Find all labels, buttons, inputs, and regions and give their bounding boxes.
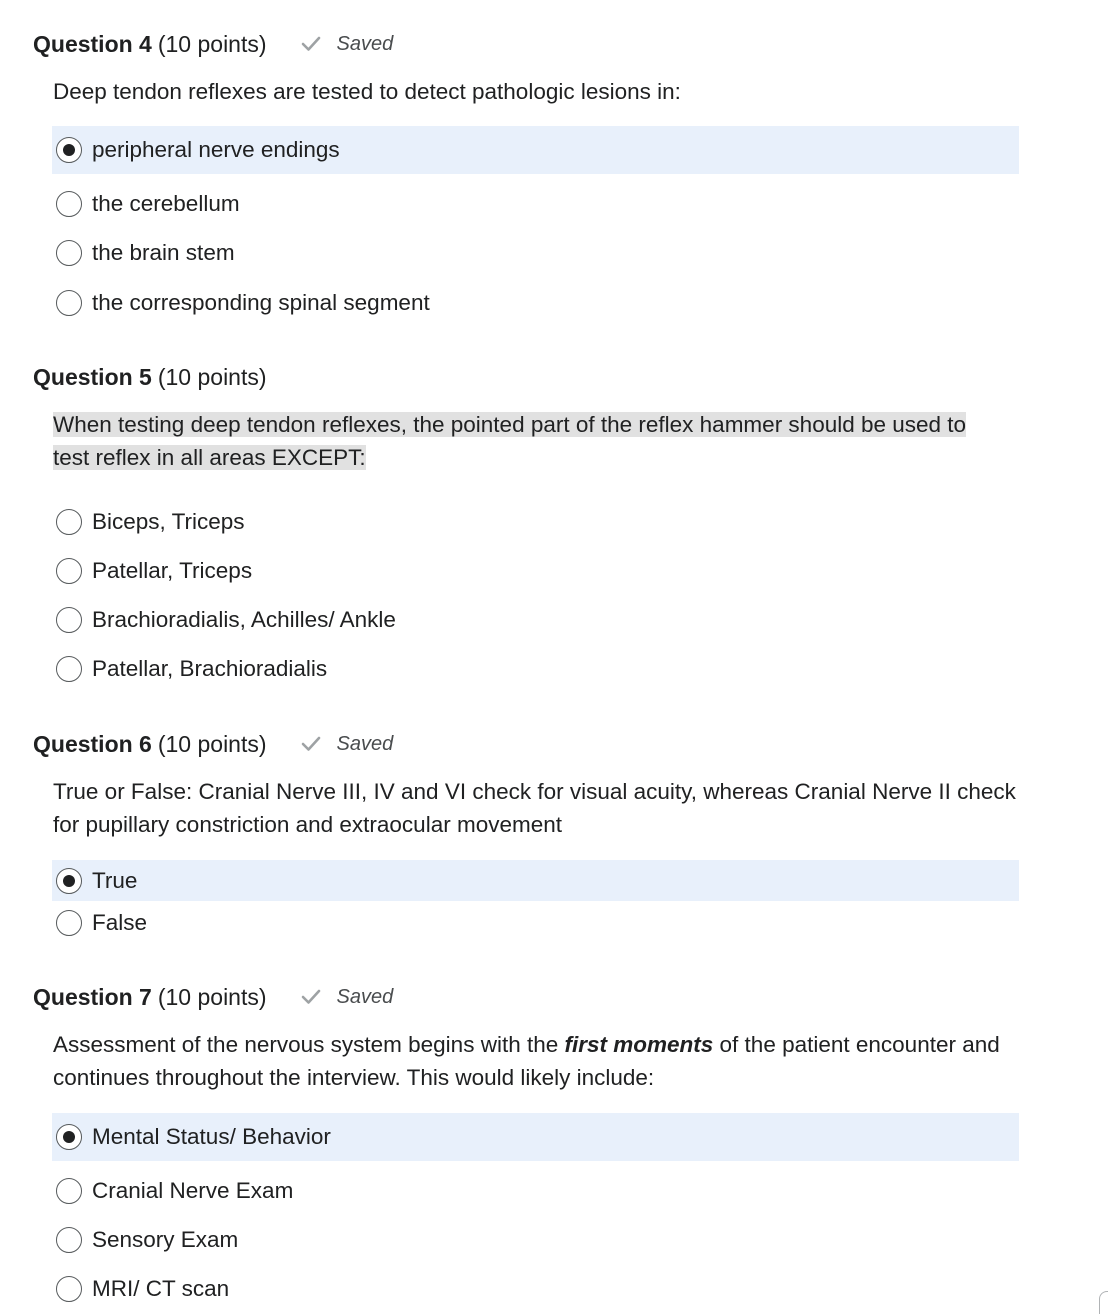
answer-option[interactable] — [52, 1167, 1019, 1215]
answer-label: Patellar, Brachioradialis — [92, 656, 328, 681]
question-text-emphasis: first moments — [564, 1032, 714, 1057]
checkmark-icon — [301, 987, 321, 1007]
question-text — [53, 1028, 1023, 1094]
question-header — [33, 29, 393, 59]
answer-label: Mental Status/ Behavior — [92, 1124, 331, 1149]
question-title: Question 7 — [33, 983, 152, 1010]
answer-option[interactable] — [52, 1113, 1019, 1161]
saved-status — [301, 986, 394, 1009]
question-text: True or False: Cranial Nerve III, IV and VI check for visual acuity, whereas Cranial Nerve II check for pupillary constriction and extraocular movement — [53, 779, 1016, 837]
answer-label: True — [92, 867, 138, 893]
radio-button-icon[interactable] — [56, 1124, 82, 1150]
radio-button-icon[interactable] — [56, 607, 82, 633]
radio-button-icon[interactable] — [56, 910, 82, 936]
highlighted-text-line: test reflex in all areas EXCEPT: — [53, 445, 366, 470]
answer-option[interactable] — [52, 498, 1019, 546]
answer-label: Brachioradialis, Achilles/ Ankle — [92, 607, 396, 632]
checkmark-icon — [301, 734, 321, 754]
question-text-part: Assessment of the nervous system begins with the — [53, 1032, 565, 1057]
question-title: Question 6 — [33, 730, 152, 757]
answer-label: the corresponding spinal segment — [92, 290, 430, 315]
saved-status — [301, 33, 394, 56]
saved-label: Saved — [336, 732, 394, 755]
answer-label: peripheral nerve endings — [92, 137, 340, 162]
answer-option[interactable] — [52, 126, 1019, 174]
radio-button-icon[interactable] — [56, 509, 82, 535]
radio-button-icon[interactable] — [56, 240, 82, 266]
radio-button-icon[interactable] — [56, 868, 82, 894]
radio-button-icon[interactable] — [56, 137, 82, 163]
question-points: (10 points) — [157, 363, 267, 390]
question-header — [33, 362, 267, 392]
answer-label: the brain stem — [92, 240, 235, 265]
answer-option[interactable] — [52, 180, 1019, 228]
answer-label: Sensory Exam — [92, 1227, 239, 1252]
saved-status — [301, 733, 394, 756]
question-points: (10 points) — [157, 730, 267, 757]
radio-button-icon[interactable] — [56, 290, 82, 316]
question-header — [33, 982, 393, 1012]
radio-button-icon[interactable] — [56, 656, 82, 682]
answer-option[interactable] — [52, 860, 1019, 901]
question-points: (10 points) — [157, 983, 267, 1010]
question-title: Question 5 — [33, 363, 152, 390]
radio-button-icon[interactable] — [56, 1276, 82, 1302]
radio-button-icon[interactable] — [56, 558, 82, 584]
radio-button-icon[interactable] — [56, 1178, 82, 1204]
question-header — [33, 729, 393, 759]
question-text — [53, 408, 1023, 474]
answer-label: False — [92, 910, 148, 935]
answer-label: MRI/ CT scan — [92, 1276, 230, 1301]
answer-label: the cerebellum — [92, 191, 240, 216]
radio-button-icon[interactable] — [56, 191, 82, 217]
saved-label: Saved — [336, 32, 394, 55]
answer-option[interactable] — [52, 229, 1019, 277]
panel-edge-corner — [1099, 1291, 1108, 1314]
answer-option[interactable] — [52, 645, 1019, 693]
question-text: Deep tendon reflexes are tested to detect pathologic lesions in: — [53, 79, 681, 104]
answer-label: Cranial Nerve Exam — [92, 1178, 294, 1203]
question-title: Question 4 — [33, 30, 152, 57]
answer-option[interactable] — [52, 903, 1019, 943]
question-points: (10 points) — [157, 30, 267, 57]
answer-option[interactable] — [52, 1216, 1019, 1264]
answer-option[interactable] — [52, 279, 1019, 327]
answer-label: Biceps, Triceps — [92, 509, 245, 534]
answer-option[interactable] — [52, 1265, 1019, 1313]
answer-option[interactable] — [52, 596, 1019, 644]
checkmark-icon — [301, 34, 321, 54]
saved-label: Saved — [336, 985, 394, 1008]
question-text-part: of the patient encounter and continues throughout the interview. This would likely include: — [53, 1032, 1000, 1090]
radio-button-icon[interactable] — [56, 1227, 82, 1253]
highlighted-text-line: When testing deep tendon reflexes, the pointed part of the reflex hammer should be used to — [53, 412, 967, 437]
answer-label: Patellar, Triceps — [92, 558, 253, 583]
answer-option[interactable] — [52, 547, 1019, 595]
